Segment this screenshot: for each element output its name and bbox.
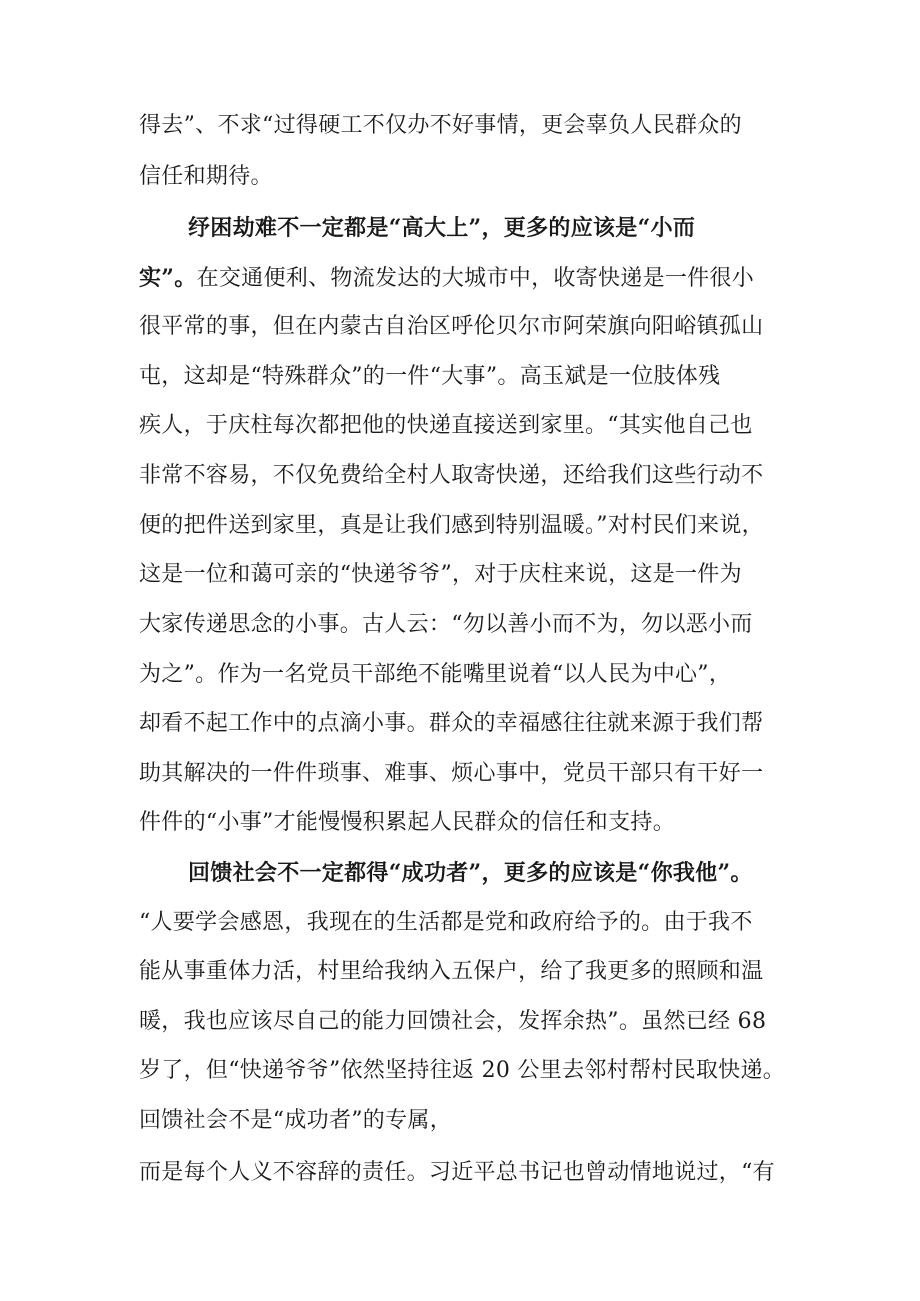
text-line: 却看不起工作中的点滴小事。群众的幸福感往往就来源于我们帮 [139, 711, 764, 736]
text-span: 在交通便利、物流发达的大城市中，收寄快递是一件很小 [196, 266, 755, 291]
text-line: 回馈社会不是“成功者”的专属， [139, 1108, 452, 1133]
text-line: 便的把件送到家里，真是让我们感到特别温暖。”对村民们来说， [139, 513, 764, 538]
text-line: 助其解决的一件件琐事、难事、烦心事中，党员干部只有干好一 [139, 761, 764, 786]
text-line: 非常不容易，不仅免费给全村人取寄快递，还给我们这些行动不 [139, 463, 764, 488]
paragraph-heading: 纾困劫难不一定都是“高大上”，更多的应该是“小而 [188, 215, 696, 241]
text-line: 信任和期待。 [139, 164, 273, 189]
text-line: 这是一位和蔼可亲的“快递爷爷”，对于庆柱来说，这是一件为 [139, 562, 742, 587]
text-line: 屯，这却是“特殊群众”的一件“大事”。高玉斌是一位肢体残 [139, 364, 721, 389]
text-line: 暖，我也应该尽自己的能力回馈社会，发挥余热”。虽然已经 68 [139, 1009, 767, 1034]
text-line: 很平常的事，但在内蒙古自治区呼伦贝尔市阿荣旗向阳峪镇孤山 [139, 314, 764, 339]
text-line: 大家传递思念的小事。古人云：“勿以善小而不为，勿以恶小而 [139, 612, 753, 637]
text-line [139, 258, 799, 298]
text-line: 岁了，但“快递爷爷”依然坚持往返 20 公里去邻村帮村民取快递。 [139, 1058, 786, 1083]
text-line: 而是每个人义不容辞的责任。习近平总书记也曾动情地说过，“有 [139, 1160, 775, 1185]
paragraph-heading-end: 实”。 [139, 265, 197, 291]
text-line: 能从事重体力活，村里给我纳入五保户，给了我更多的照顾和温 [139, 959, 764, 984]
text-line: 得去”、不求“过得硬工不仅办不好事情，更会辜负人民群众的 [139, 113, 742, 138]
paragraph-heading: 回馈社会不一定都得“成功者”，更多的应该是“你我他”。 [188, 860, 753, 886]
text-line: 为之”。作为一名党员干部绝不能嘴里说着“以人民为中心”， [139, 662, 732, 687]
text-line: 件件的“小事”才能慢慢积累起人民群众的信任和支持。 [139, 810, 675, 835]
text-line: 疾人，于庆柱每次都把他的快递直接送到家里。“其实他自己也 [139, 413, 753, 438]
text-line: “人要学会感恩，我现在的生活都是党和政府给予的。由于我不 [139, 910, 753, 935]
